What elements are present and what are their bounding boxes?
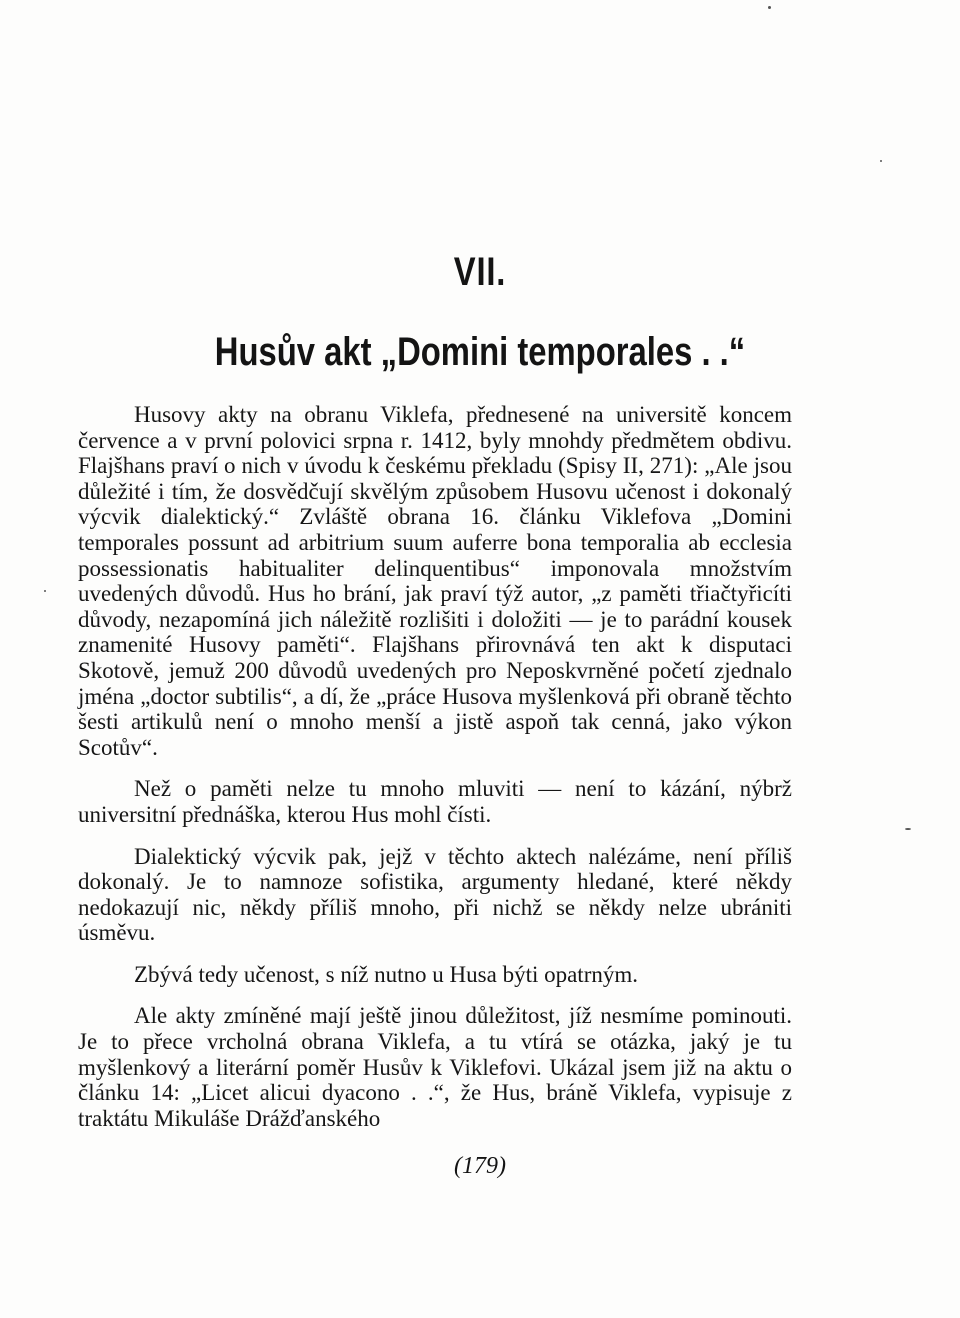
paragraph: Zbývá tedy učenost, s níž nutno u Husa býti opatrným. [134, 961, 639, 987]
paragraph: Ale akty zmíněné mají ještě jinou důležitost, jíž nesmíme pominouti. Je to přece vrcholná obrana Viklefa, a tu vtírá se otázka, jaký je tu myšlenkový a literární poměr Husův k Viklefovi. Ukázal jsem již na aktu o článku 14: „Licet alicui dyacono . .“, že Hus, bráně Viklefa, vypisuje z traktátu Mikuláše Drážďanského [78, 1003, 792, 1131]
page-number: (179) [454, 1153, 506, 1179]
paragraph: Dialektický výcvik pak, jejž v těchto aktech nalézáme, není příliš dokonalý. Je to namnoze sofistika, argumenty hledané, které někdy nedokazují nic, někdy příliš mnoho, při nichž se někdy nelze ubrániti úsměvu. [78, 843, 792, 946]
chapter-number: VII. [453, 250, 507, 294]
chapter-title: Husův akt „Domini temporales . .“ [214, 330, 746, 374]
print-speck [880, 160, 882, 162]
print-speck [768, 6, 771, 9]
paragraph: Husovy akty na obranu Viklefa, přednesené na universitě koncem července a v první polovici srpna r. 1412, byly mnohdy předmětem obdivu. Flajšhans praví o nich v úvodu k českému překladu (Spisy II, 271): „Ale jsou důležité i tím, že dosvědčují skvělým způsobem Husovu učenost i dokonalý výcvik dialektický.“ Zvláště obrana 16. článku Viklefova „Domini temporales possunt ad arbitrium suum auferre bona temporalia ab ecclesia possessionatis habitualiter delinquentibus“ imponovala množstvím uvedených důvodů. Hus ho brání, jak praví týž autor, „z paměti třiačtyřicíti důvody, nezapomíná jich náležitě rozlišiti i doložiti — je to parádní kousek znamenité Husovy paměti“. Flajšhans přirovnává ten akt k disputaci Skotově, jemuž 200 důvodů uvedených pro Neposkvrněné početí zjednalo jména „doctor subtilis“, a dí, že „práce Husova myšlenková při obraně těchto šesti artikulů není o mnoho menší a jistě aspoň tak cenná, jako výkon Scotův“. [78, 402, 792, 760]
body-text [78, 402, 792, 1131]
print-speck [905, 828, 911, 830]
print-speck [44, 590, 46, 592]
paragraph: Než o paměti nelze tu mnoho mluviti — není to kázání, nýbrž universitní přednáška, kterou Hus mohl čísti. [78, 776, 792, 827]
